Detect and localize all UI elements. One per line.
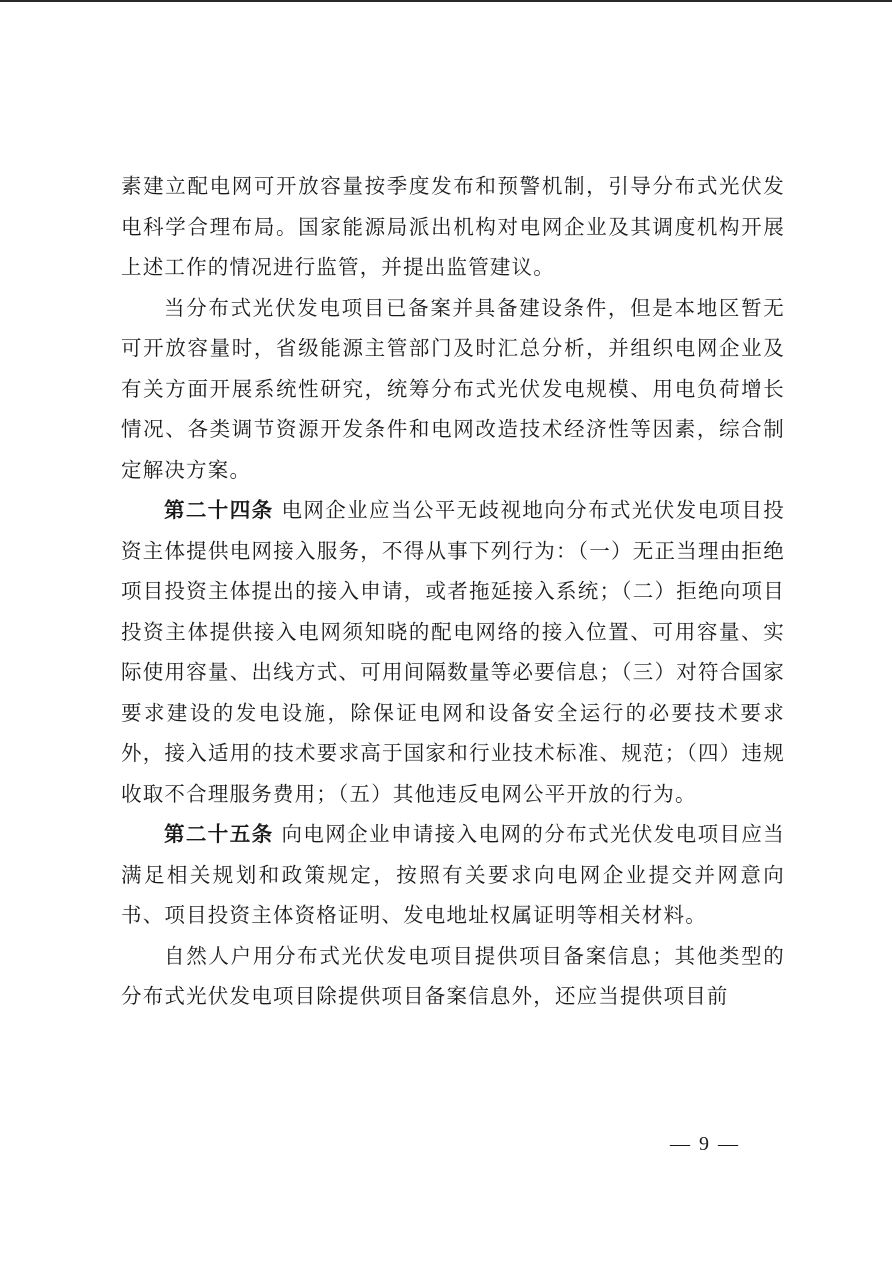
paragraph-5 bbox=[121, 936, 785, 1017]
article-24-text: 电网企业应当公平无歧视地向分布式光伏发电项目投资主体提供电网接入服务，不得从事下列行为：（一）无正当理由拒绝项目投资主体提出的接入申请，或者拖延接入系统；（二）拒绝向项目投资主体提供接入电网须知晓的配电网络的接入位置、可用容量、实际使用容量、出线方式、可用间隔数量等必要信息；（三）对符合国家要求建设的发电设施，除保证电网和设备安全运行的必要技术要求外，接入适用的技术要求高于国家和行业技术标准、规范；（四）违规收取不合理服务费用；（五）其他违反电网公平开放的行为。 bbox=[121, 498, 785, 806]
paragraph-1 bbox=[121, 166, 785, 288]
article-25-text: 向电网企业申请接入电网的分布式光伏发电项目应当满足相关规划和政策规定，按照有关要求向电网企业提交并网意向书、项目投资主体资格证明、发电地址权属证明等相关材料。 bbox=[121, 822, 785, 927]
page-number: — 9 — bbox=[670, 1132, 740, 1155]
top-border-line bbox=[0, 0, 892, 2]
article-25-title: 第二十五条 bbox=[164, 822, 274, 846]
article-24 bbox=[121, 490, 785, 814]
article-25 bbox=[121, 814, 785, 936]
paragraph-2-text: 当分布式光伏发电项目已备案并具备建设条件，但是本地区暂无可开放容量时，省级能源主管部门及时汇总分析，并组织电网企业及有关方面开展系统性研究，统筹分布式光伏发电规模、用电负荷增长情况、各类调节资源开发条件和电网改造技术经济性等因素，综合制定解决方案。 bbox=[121, 295, 785, 482]
paragraph-5-text: 自然人户用分布式光伏发电项目提供项目备案信息；其他类型的分布式光伏发电项目除提供项目备案信息外，还应当提供项目前 bbox=[121, 943, 785, 1008]
body-text bbox=[121, 166, 785, 1017]
paragraph-1-text: 素建立配电网可开放容量按季度发布和预警机制，引导分布式光伏发电科学合理布局。国家能源局派出机构对电网企业及其调度机构开展上述工作的情况进行监管，并提出监管建议。 bbox=[121, 174, 785, 279]
paragraph-2 bbox=[121, 288, 785, 491]
article-24-title: 第二十四条 bbox=[164, 498, 274, 522]
